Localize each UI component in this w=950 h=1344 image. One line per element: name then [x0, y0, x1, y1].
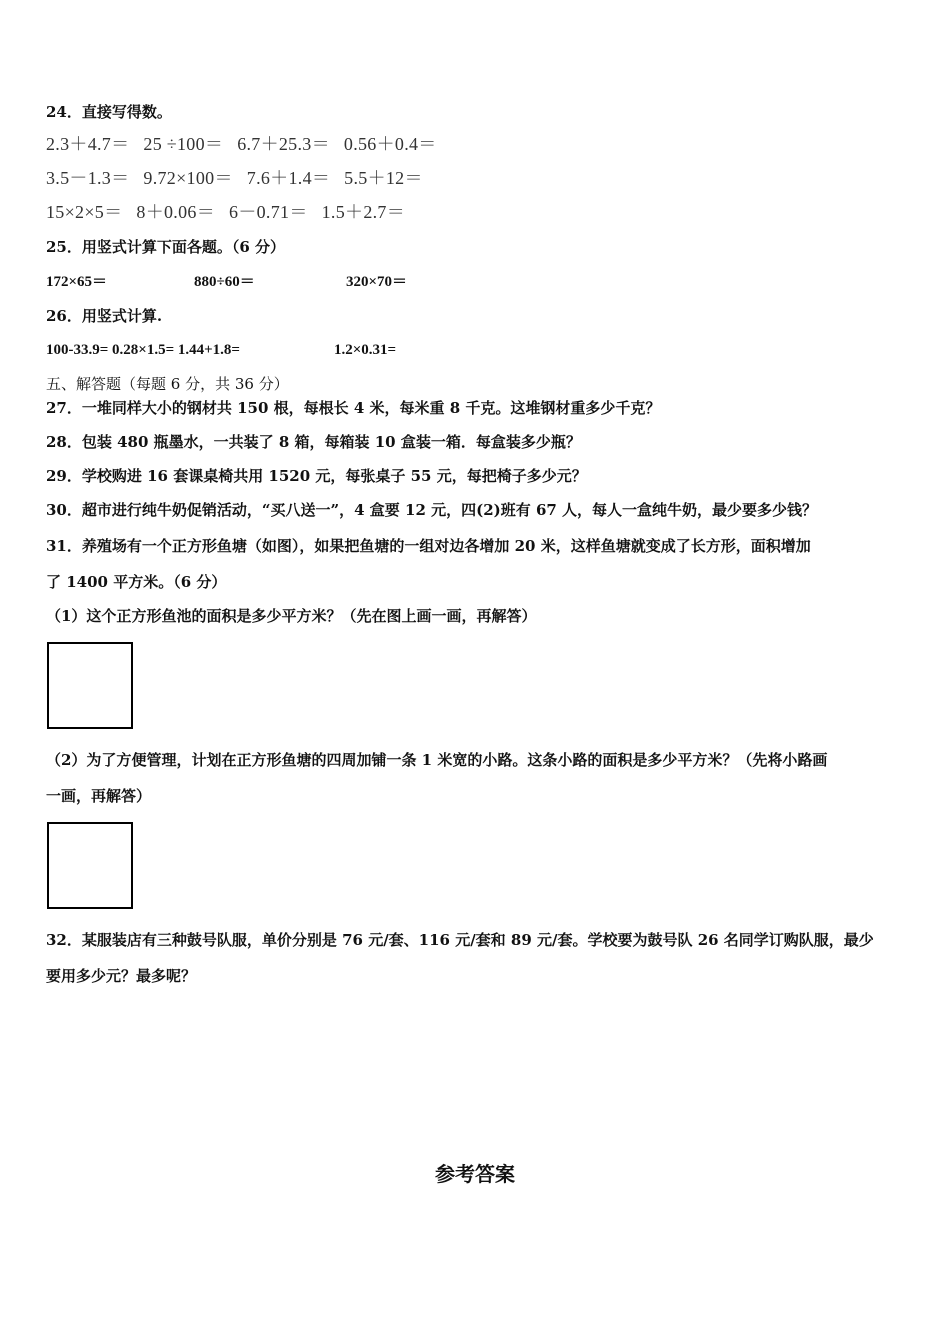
q25-item: 172×65＝ [46, 274, 108, 290]
q24-expr: 3.5－1.3＝ [46, 168, 130, 188]
q24-expr: 6－0.71＝ [229, 202, 308, 222]
q32-line-1: 32．某服装店有三种鼓号队服，单价分别是 76 元/套、116 元/套和 89 元/套。学校要为鼓号队 26 名同学订购队服，最少 [46, 931, 874, 949]
q26-items [46, 340, 396, 360]
answers-heading: 参考答案 [435, 1162, 515, 1186]
q24-title: 24．直接写得数。 [46, 103, 172, 121]
q24-expr: 2.3＋4.7＝ [46, 134, 130, 154]
section-5-heading: 五、解答题（每题 6 分，共 36 分） [46, 375, 289, 393]
q28: 28．包装 480 瓶墨水，一共装了 8 箱，每箱装 10 盒装一箱．每盒装多少瓶？ [46, 433, 581, 451]
q31-line-2: 了 1400 平方米。（6 分） [46, 573, 227, 591]
q27: 27．一堆同样大小的钢材共 150 根，每根长 4 米，每米重 8 千克。这堆钢材重多少千克？ [46, 399, 661, 417]
q25-item: 880÷60＝ [194, 274, 255, 290]
q30: 30．超市进行纯牛奶促销活动，“买八送一”，4 盒要 12 元，四(2)班有 67 人，每人一盒纯牛奶，最少要多少钱？ [46, 501, 818, 519]
q24-expr: 5.5＋12＝ [344, 168, 423, 188]
q31-sub-2-line-2: 一画，再解答） [46, 787, 152, 805]
q24-expr: 15×2×5＝ [46, 202, 123, 222]
q24-expr: 25 ÷100＝ [143, 134, 224, 154]
square-pond-figure-2 [47, 822, 133, 909]
q24-row-2 [46, 168, 437, 188]
q25-title: 25．用竖式计算下面各题。（6 分） [46, 238, 286, 256]
q26-item: 1.2×0.31= [334, 342, 397, 358]
q31-sub-1: （1）这个正方形鱼池的面积是多少平方米？（先在图上画一画，再解答） [46, 607, 537, 625]
q24-expr: 0.56＋0.4＝ [343, 134, 437, 154]
q31-sub-2-line-1: （2）为了方便管理，计划在正方形鱼塘的四周加铺一条 1 米宽的小路。这条小路的面积是多少平方米？（先将小路画 [46, 751, 828, 769]
q24-expr: 1.5＋2.7＝ [321, 202, 406, 222]
q24-expr: 7.6＋1.4＝ [246, 168, 331, 188]
q32-line-2: 要用多少元？最多呢？ [46, 967, 197, 985]
q29: 29．学校购进 16 套课桌椅共用 1520 元，每张桌子 55 元，每把椅子多少元？ [46, 467, 587, 485]
square-pond-figure-1 [47, 642, 133, 729]
q25-items [46, 272, 407, 292]
q31-line-1: 31．养殖场有一个正方形鱼塘（如图），如果把鱼塘的一组对边各增加 20 米，这样鱼塘就变成了长方形，面积增加 [46, 537, 811, 555]
q24-expr: 9.72×100＝ [143, 168, 233, 188]
q24-row-1 [46, 134, 451, 154]
q25-item: 320×70＝ [346, 274, 408, 290]
q24-row-3 [46, 202, 419, 222]
q24-expr: 6.7＋25.3＝ [237, 134, 330, 154]
q26-item: 100-33.9= 0.28×1.5= 1.44+1.8= [46, 342, 240, 358]
q24-expr: 8＋0.06＝ [136, 202, 216, 222]
q26-title: 26．用竖式计算. [46, 307, 163, 325]
